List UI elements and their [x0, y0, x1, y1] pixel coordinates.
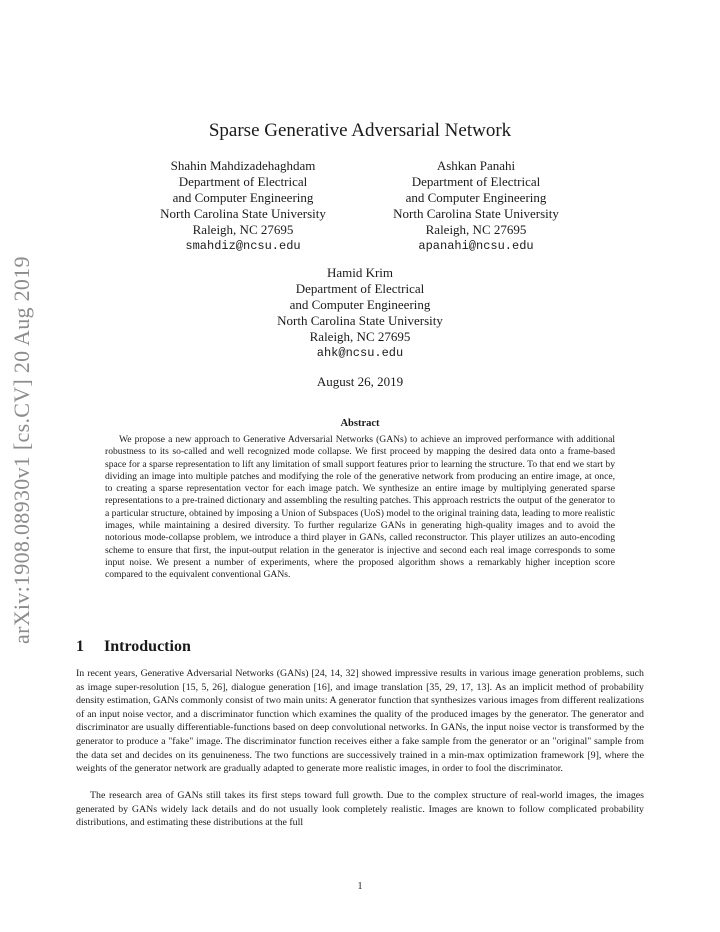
- author-block: [130, 158, 356, 254]
- author-department: and Computer Engineering: [289, 297, 431, 312]
- paper-title: Sparse Generative Adversarial Network: [208, 120, 512, 141]
- author-university: North Carolina State University: [393, 206, 559, 221]
- body-paragraph: In recent years, Generative Adversarial Networks (GANs) [24, 14, 32] showed impressive results in various image generation problems, such as image super-resolution [15, 5, 26], dialogue generation [16], and image translation [35, 29, 17, 13]. As an implicit method of probability density estimation, GANs commonly consist of two main units: A generator function that synthesizes various images from different realizations of an input noise vector, and a discriminator function which examines the quality of the produced images by the generator. The generator and discriminator are usually differentiable-functions based on deep convolutional networks. In GANs, the input noise vector is transformed by the generator to produce a "fake" image. The discriminator function receives either a fake sample from the generator or an "original" sample from the data set and decides on its genuineness. The two functions are successively trained in a min-max optimization framework [9], where the weights of the generator network are gradually adapted to generate more realistic images, in order to fool the discriminator.: [76, 668, 644, 775]
- author-name: Shahin Mahdizadehaghdam: [170, 158, 316, 173]
- author-email: ahk@ncsu.edu: [316, 346, 404, 360]
- author-email: smahdiz@ncsu.edu: [185, 239, 301, 253]
- author-university: North Carolina State University: [160, 206, 326, 221]
- abstract-text: We propose a new approach to Generative Adversarial Networks (GANs) to achieve an improved performance with additional robustness to its so-called and well recognized mode collapse. We first proceed by mapping the desired data onto a frame-based space for a sparse representation to lift any limitation of small support features prior to learning the structure. To that end we start by dividing an image into multiple patches and modifying the role of the generative network from producing an entire image, at once, to creating a sparse representation vector for each image patch. We synthesize an entire image by multiplying generated sparse representations to a pre-trained dictionary and assembling the resulting patches. This approach restricts the output of the generator to a particular structure, obtained by imposing a Union of Subspaces (UoS) model to the original training data, leading to more realistic images, while maintaining a desired diversity. To further regularize GANs in generating high-quality images and to avoid the notorious mode-collapse problem, we introduce a third player in GANs, called reconstructor. This player utilizes an auto-encoding scheme to ensure that first, the input-output relation in the generator is injective and second each real image corresponds to some input noise. We present a number of experiments, where the proposed algorithm shows a remarkably higher inception score compared to the equivalent conventional GANs.: [105, 434, 615, 581]
- section-heading: [76, 638, 191, 656]
- paper-date: August 26, 2019: [316, 374, 404, 389]
- author-department: Department of Electrical: [295, 281, 425, 296]
- section-title: Introduction: [104, 638, 191, 655]
- author-block: [230, 265, 490, 361]
- page-number: 1: [357, 881, 363, 892]
- abstract-heading: Abstract: [340, 418, 380, 429]
- author-location: Raleigh, NC 27695: [425, 222, 527, 237]
- author-department: Department of Electrical: [411, 174, 541, 189]
- author-location: Raleigh, NC 27695: [192, 222, 294, 237]
- author-block: [363, 158, 589, 254]
- author-name: Hamid Krim: [326, 265, 394, 280]
- author-department: and Computer Engineering: [172, 190, 314, 205]
- author-location: Raleigh, NC 27695: [309, 329, 411, 344]
- author-email: apanahi@ncsu.edu: [418, 239, 534, 253]
- arxiv-stamp: arXiv:1908.08930v1 [cs.CV] 20 Aug 2019: [9, 256, 34, 644]
- author-department: Department of Electrical: [178, 174, 308, 189]
- section-number: 1: [76, 638, 84, 655]
- author-name: Ashkan Panahi: [436, 158, 516, 173]
- author-department: and Computer Engineering: [405, 190, 547, 205]
- body-paragraph: The research area of GANs still takes its first steps toward full growth. Due to the complex structure of real-world images, the images generated by GANs widely lack details and do not usually look completely realistic. Images are known to follow complicated probability distributions, and estimating these distributions at the full: [76, 790, 644, 829]
- author-university: North Carolina State University: [277, 313, 443, 328]
